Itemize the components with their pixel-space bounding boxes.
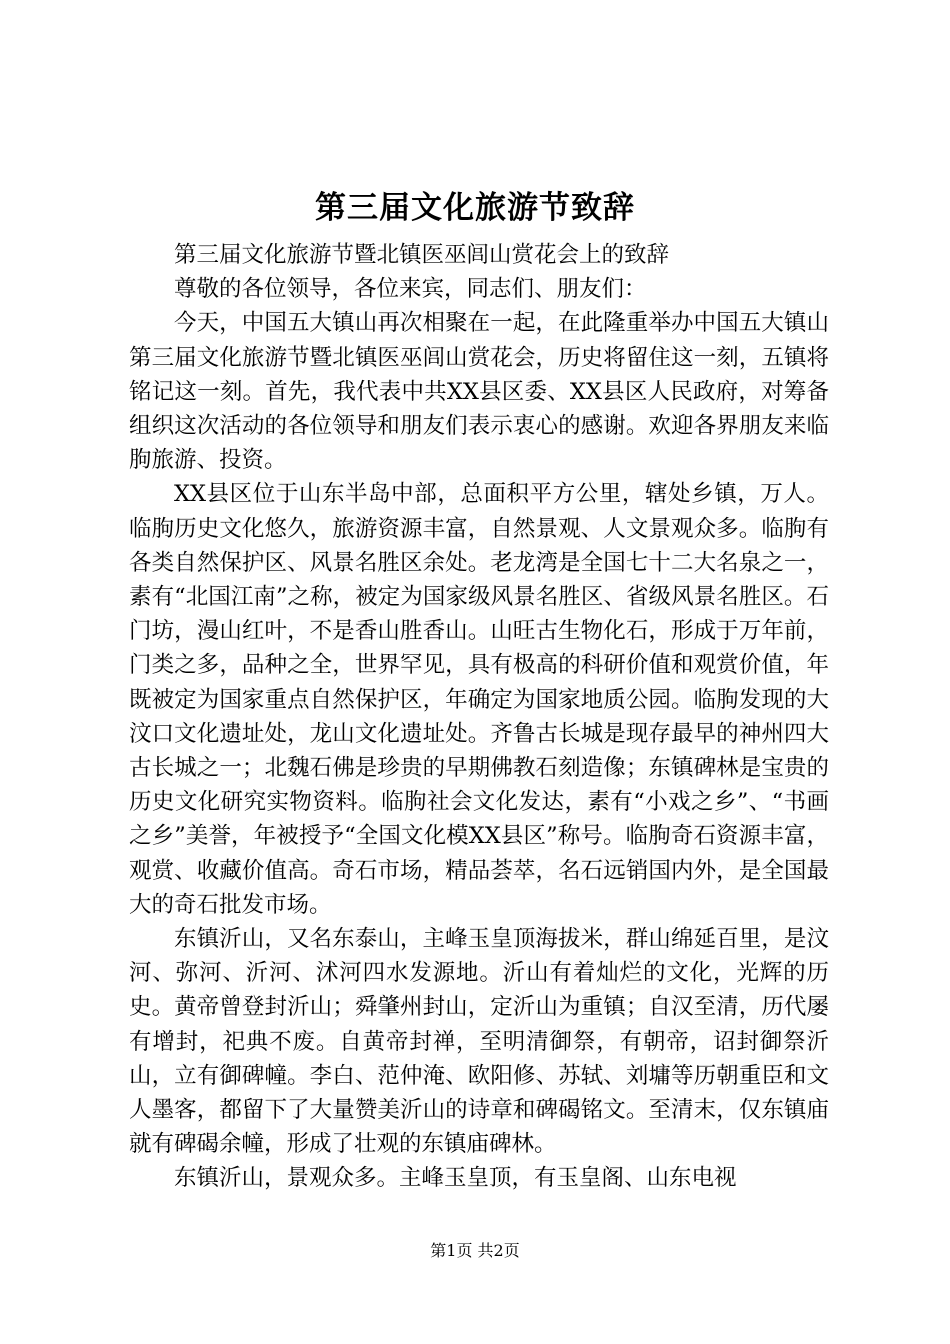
subtitle-paragraph: 第三届文化旅游节暨北镇医巫闾山赏花会上的致辞 <box>174 242 670 268</box>
page-number-footer: 第1页 共2页 <box>430 1241 520 1260</box>
document-title: 第三届文化旅游节致辞 <box>315 190 635 226</box>
body-paragraph: 东镇沂山，又名东泰山，主峰玉皇顶海拔米，群山绵延百里，是汶河、弥河、沂河、沭河四水发源地。沂山有着灿烂的文化，光辉的历史。黄帝曾登封沂山；舜肇州封山，定沂山为重镇；自汉至清，历代屡有增封，祀典不废。自黄帝封禅，至明清御祭，有朝帝，诏封御祭沂山，立有御碑幢。李白、范仲淹、欧阳修、苏轼、刘墉等历朝重臣和文人墨客，都留下了大量赞美沂山的诗章和碑碣铭文。至清末，仅东镇庙就有碑碣余幢，形成了壮观的东镇庙碑林。 <box>129 926 829 1158</box>
document-body <box>129 238 829 1196</box>
body-paragraph: 东镇沂山，景观众多。主峰玉皇顶，有玉皇阁、山东电视 <box>174 1165 737 1192</box>
body-paragraph: 今天，中国五大镇山再次相聚在一起，在此隆重举办中国五大镇山第三届文化旅游节暨北镇医巫闾山赏花会，历史将留住这一刻，五镇将铭记这一刻。首先，我代表中共XX县区委、XX县区人民政府，对筹备组织这次活动的各位领导和朋友们表示衷心的感谢。欢迎各界朋友来临朐旅游、投资。 <box>129 310 829 474</box>
body-paragraph: XX县区位于山东半岛中部，总面积平方公里，辖处乡镇，万人。临朐历史文化悠久，旅游资源丰富，自然景观、人文景观众多。临朐有各类自然保护区、风景名胜区余处。老龙湾是全国七十二大名泉之一，素有“北国江南”之称，被定为国家级风景名胜区、省级风景名胜区。石门坊，漫山红叶，不是香山胜香山。山旺古生物化石，形成于万年前，门类之多，品种之全，世界罕见，具有极高的科研价值和观赏价值，年既被定为国家重点自然保护区，年确定为国家地质公园。临朐发现的大汶口文化遗址处，龙山文化遗址处。齐鲁古长城是现存最早的神州四大古长城之一；北魏石佛是珍贵的早期佛教石刻造像；东镇碑林是宝贵的历史文化研究实物资料。临朐社会文化发达，素有“小戏之乡”、“书画之乡”美誉，年被授予“全国文化模XX县区”称号。临朐奇石资源丰富，观赏、收藏价值高。奇石市场，精品荟萃，名石远销国内外，是全国最大的奇石批发市场。 <box>129 481 829 918</box>
salutation-paragraph: 尊敬的各位领导，各位来宾，同志们、朋友们： <box>174 276 647 303</box>
